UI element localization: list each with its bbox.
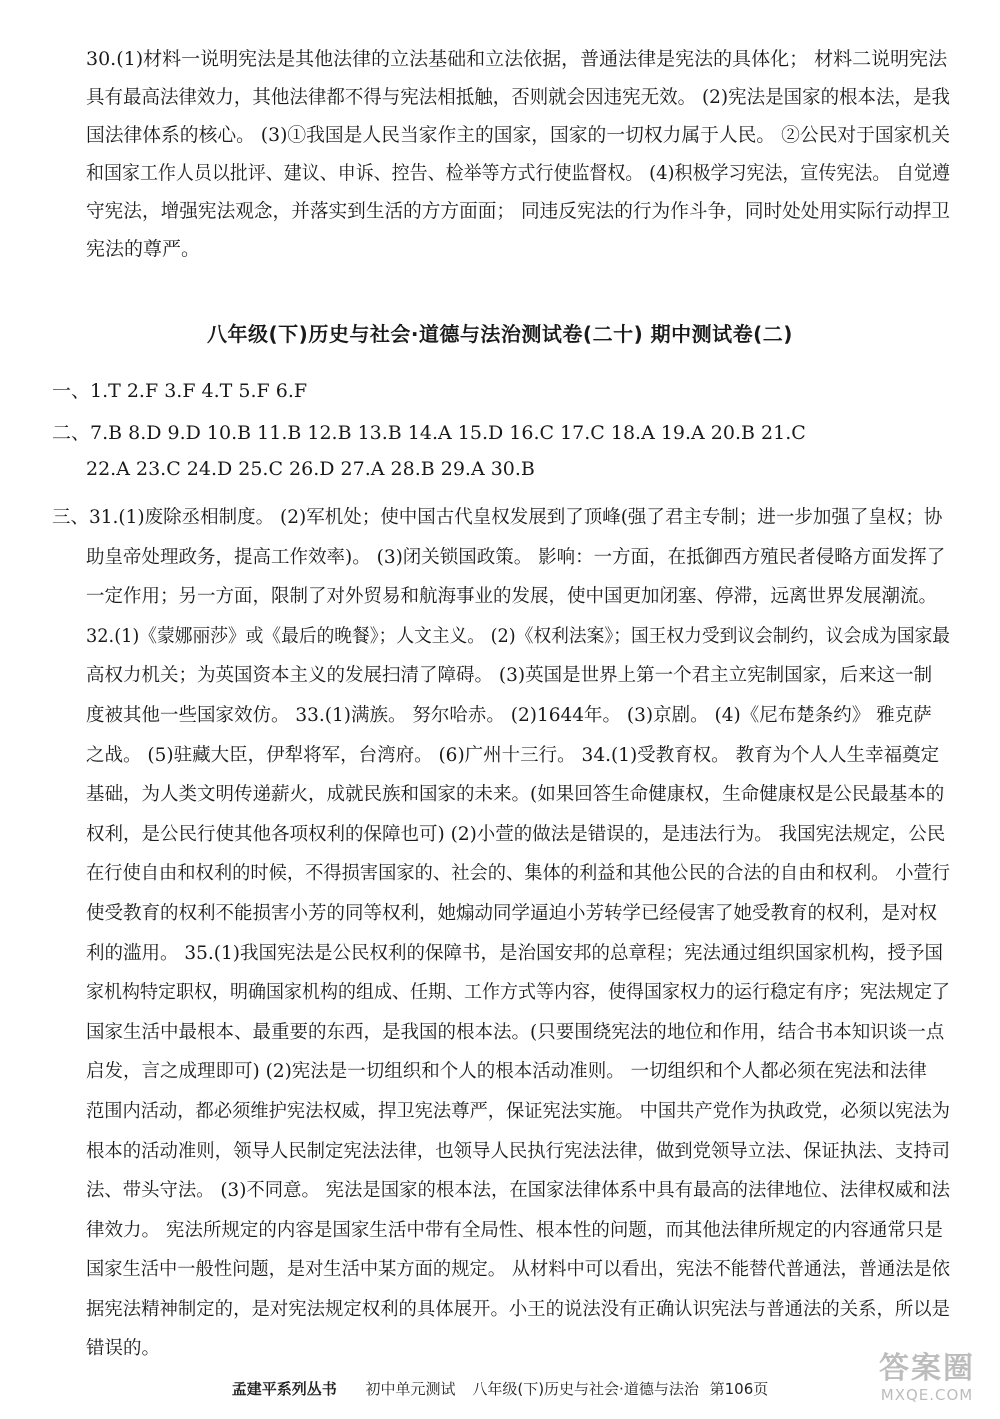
text-line: 国家生活中最根本、最重要的东西，是我国的根本法。(只要围绕宪法的地位和作用，结合书本知识谈一点	[86, 1021, 945, 1043]
text-line: 据宪法精神制定的，是对宪法规定权利的具体展开。小王的说法没有正确认识宪法与普通法的关系，所以是	[86, 1298, 951, 1320]
footer-subject: 八年级(下)历史与社会·道德与法治	[472, 1380, 699, 1398]
answer-block-essay	[52, 498, 952, 1369]
watermark-logo-text: 答案圈	[879, 1351, 975, 1386]
footer-page-number: 第106页	[709, 1380, 769, 1398]
text-line: 基础，为人类文明传递薪火，成就民族和国家的未来。(如果回答生命健康权，生命健康权是公民最基本的	[86, 784, 945, 806]
page-footer	[0, 1378, 1000, 1399]
text-line: 在行使自由和权利的时候，不得损害国家的、社会的、集体的利益和其他公民的合法的自由和权利。 小萱行	[86, 863, 951, 885]
text-line: 范围内活动，都必须维护宪法权威，捍卫宪法尊严，保证宪法实施。 中国共产党作为执政党，必须以宪法为	[86, 1100, 951, 1122]
text-line: 启发，言之成理即可) (2)宪法是一切组织和个人的根本活动准则。 一切组织和个人都必须在宪法和法律	[86, 1061, 927, 1083]
text-line: 具有最高法律效力，其他法律都不得与宪法相抵触，否则就会因违宪无效。 (2)宪法是国家的根本法，是我	[86, 86, 950, 108]
text-line: 法、带头守法。 (3)不同意。 宪法是国家的根本法，在国家法律体系中具有最高的法律地位、法律权威和法	[86, 1180, 951, 1202]
answers-true-false: 一、1.T 2.F 3.F 4.T 5.F 6.F	[52, 380, 308, 402]
text-line: 高权力机关；为英国资本主义的发展扫清了障碍。 (3)英国是世界上第一个君主立宪制国家，后来这一制	[86, 665, 933, 687]
site-watermark	[868, 1352, 986, 1410]
text-line: 30.(1)材料一说明宪法是其他法律的立法基础和立法依据，普通法律是宪法的具体化； 材料二说明宪法	[86, 48, 948, 70]
text-line: 权利，是公民行使其他各项权利的保障也可) (2)小萱的做法是错误的，是违法行为。 我国宪法规定，公民	[86, 823, 946, 845]
answers-choice-line2: 22.A 23.C 24.D 25.C 26.D 27.A 28.B 29.A 30.B	[86, 458, 535, 480]
text-line: 三、31.(1)废除丞相制度。 (2)军机处；使中国古代皇权发展到了顶峰(强了君主专制；进一步加强了皇权；协	[52, 507, 943, 528]
footer-series: 孟建平系列丛书	[231, 1380, 337, 1398]
text-line: 国家生活中一般性问题，是对生活中某方面的规定。 从材料中可以看出，宪法不能替代普通法，普通法是依	[86, 1259, 951, 1281]
footer-course: 初中单元测试	[365, 1380, 456, 1398]
watermark-url: MXQE.COM	[880, 1386, 974, 1404]
text-line: 一定作用；另一方面，限制了对外贸易和航海事业的发展，使中国更加闭塞、停滞，远离世界发展潮流。	[86, 586, 938, 608]
text-line: 律效力。 宪法所规定的内容是国家生活中带有全局性、根本性的问题，而其他法律所规定的内容通常只是	[86, 1219, 943, 1241]
text-line: 家机构特定职权，明确国家机构的组成、任期、工作方式等内容，使得国家权力的运行稳定有序；宪法规定了	[86, 982, 951, 1004]
answers-choice-line1: 二、7.B 8.D 9.D 10.B 11.B 12.B 13.B 14.A 15.D 16.C 17.C 18.A 19.A 20.B 21.C	[52, 422, 806, 444]
text-line: 错误的。	[86, 1338, 161, 1360]
text-line: 宪法的尊严。	[86, 238, 201, 260]
text-line: 利的滥用。 35.(1)我国宪法是公民权利的保障书，是治国安邦的总章程；宪法通过组织国家机构，授予国	[86, 942, 944, 964]
text-line: 度被其他一些国家效仿。 33.(1)满族。 努尔哈赤。 (2)1644年。 (3)京剧。 (4)《尼布楚条约》 雅克萨	[86, 704, 932, 726]
text-line: 之战。 (5)驻藏大臣，伊犁将军，台湾府。 (6)广州十三行。 34.(1)受教育权。 教育为个人人生幸福奠定	[86, 744, 940, 766]
text-line: 和国家工作人员以批评、建议、申诉、控告、检举等方式行使监督权。 (4)积极学习宪法，宣传宪法。 自觉遵	[86, 162, 950, 184]
text-line: 国法律体系的核心。 (3)①我国是人民当家作主的国家，国家的一切权力属于人民。 ②公民对于国家机关	[86, 124, 950, 146]
text-line: 使受教育的权利不能损害小芳的同等权利，她煽动同学逼迫小芳转学已经侵害了她受教育的权利，是对权	[86, 902, 938, 924]
text-line: 助皇帝处理政务，提高工作效率)。 (3)闭关锁国政策。 影响：一方面，在抵御西方殖民者侵略方面发挥了	[86, 546, 946, 568]
answer-block-30	[86, 40, 951, 268]
test-title: 八年级(下)历史与社会·道德与法治测试卷(二十) 期中测试卷(二)	[207, 322, 793, 346]
text-line: 根本的活动准则，领导人民制定宪法法律，也领导人民执行宪法法律，做到党领导立法、保证执法、支持司	[86, 1140, 951, 1162]
text-line: 32.(1)《蒙娜丽莎》或《最后的晚餐》；人文主义。 (2)《权利法案》；国王权力受到议会制约，议会成为国家最	[86, 625, 951, 647]
text-line: 守宪法，增强宪法观念，并落实到生活的方方面面； 同违反宪法的行为作斗争，同时处处用实际行动捍卫	[86, 200, 951, 222]
